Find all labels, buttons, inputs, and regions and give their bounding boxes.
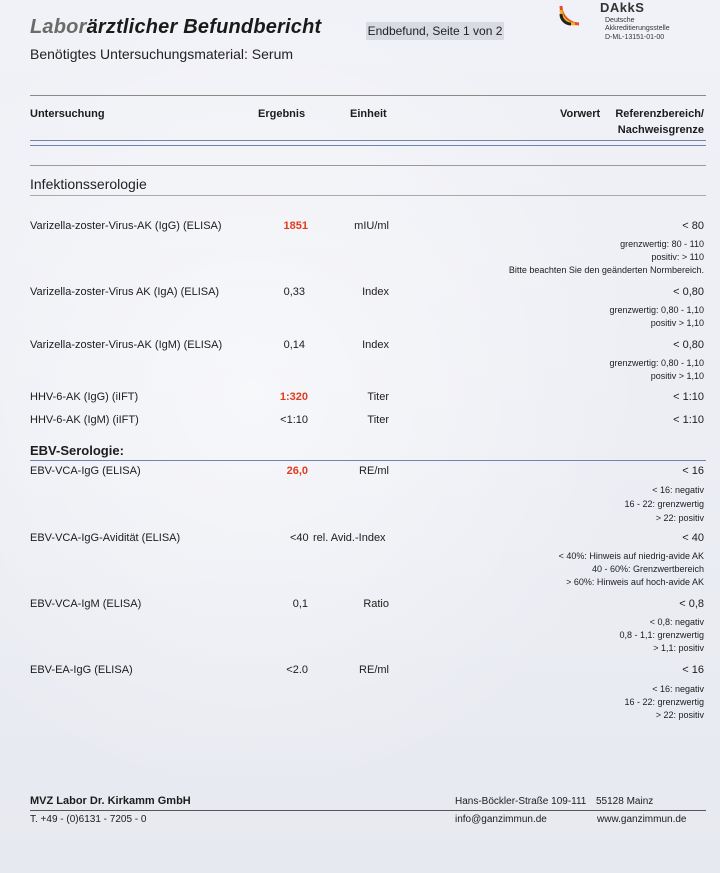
row-unit: Index	[362, 286, 389, 298]
row-test: EBV-VCA-IgG-Avidität (ELISA)	[30, 532, 181, 544]
col-test: Untersuchung	[30, 108, 105, 120]
section-underline	[30, 195, 706, 196]
header-rule-blue	[30, 140, 706, 141]
ebv-section-rule	[30, 460, 706, 461]
dakks-name: DAkkS	[600, 0, 645, 15]
row-reference: < 0,80	[673, 339, 704, 351]
row-note: 16 - 22: grenzwertig	[624, 499, 704, 509]
row-note: 16 - 22: grenzwertig	[624, 697, 704, 707]
dakks-logo-icon	[547, 0, 581, 26]
ebv-section-title: EBV-Serologie:	[30, 443, 124, 458]
row-unit: Index	[362, 339, 389, 351]
row-note: 0,8 - 1,1: grenzwertig	[619, 630, 704, 640]
row-test: HHV-6-AK (IgM) (iIFT)	[30, 414, 139, 426]
row-result: 0,33	[283, 286, 305, 298]
report-title: Laborärztlicher Befundbericht	[30, 16, 322, 38]
row-unit: RE/ml	[359, 664, 389, 676]
row-unit: Titer	[367, 414, 389, 426]
material-label: Benötigtes Untersuchungsmaterial: Serum	[30, 46, 294, 62]
row-note: < 16: negativ	[652, 684, 704, 694]
row-test: EBV-VCA-IgG (ELISA)	[30, 465, 141, 477]
row-result: <2.0	[286, 664, 308, 676]
col-result: Ergebnis	[258, 108, 306, 120]
row-test: EBV-VCA-IgM (ELISA)	[30, 598, 142, 610]
row-reference: < 16	[682, 465, 704, 477]
footer-phone: T. +49 - (0)6131 - 7205 - 0	[30, 814, 147, 825]
row-note: > 22: positiv	[655, 513, 704, 523]
row-result: <1:10	[280, 414, 308, 426]
row-test: HHV-6-AK (IgG) (iIFT)	[30, 391, 139, 403]
col-reference-2: Nachweisgrenze	[617, 124, 704, 136]
header-rule-blue-2	[30, 145, 706, 146]
row-reference: < 0,80	[673, 286, 704, 298]
dakks-code: D-ML-13151-01-00	[605, 34, 665, 41]
row-note: > 60%: Hinweis auf hoch-avide AK	[566, 577, 704, 587]
row-note: grenzwertig: 0,80 - 1,10	[609, 305, 704, 315]
row-result: 0,14	[283, 339, 305, 351]
footer-address: Hans-Böckler-Straße 109-111	[455, 796, 587, 807]
row-note: < 40%: Hinweis auf niedrig-avide AK	[558, 551, 704, 561]
col-unit: Einheit	[350, 108, 387, 120]
section-rule	[30, 165, 706, 166]
row-unit: Ratio	[363, 598, 389, 610]
row-result: 0,1	[292, 598, 308, 610]
footer-rule	[30, 810, 706, 811]
row-note: positiv > 1,10	[650, 371, 704, 381]
footer-website: www.ganzimmun.de	[597, 814, 687, 825]
row-unit: rel. Avid.-Index	[313, 532, 386, 544]
row-note: < 0,8: negativ	[649, 617, 704, 627]
footer-email: info@ganzimmun.de	[455, 814, 547, 825]
row-unit: RE/ml	[359, 465, 389, 477]
col-reference-1: Referenzbereich/	[615, 108, 704, 120]
row-result: <40	[290, 532, 309, 544]
col-prior: Vorwert	[560, 108, 601, 120]
row-test: Varizella-zoster-Virus-AK (IgM) (ELISA)	[30, 339, 223, 351]
row-reference: < 16	[682, 664, 704, 676]
row-note: Bitte beachten Sie den geänderten Normbereich.	[508, 265, 704, 275]
row-note: > 22: positiv	[655, 710, 704, 720]
report-status-badge: Endbefund, Seite 1 von 2	[367, 24, 503, 38]
row-test: EBV-EA-IgG (ELISA)	[30, 664, 133, 676]
footer-lab-name: MVZ Labor Dr. Kirkamm GmbH	[30, 795, 191, 807]
row-note: > 1,1: positiv	[653, 643, 704, 653]
row-test: Varizella-zoster-Virus-AK (IgG) (ELISA)	[30, 220, 222, 232]
row-result: 1:320	[279, 391, 308, 403]
row-unit: mIU/ml	[354, 220, 389, 232]
row-result: 26,0	[286, 465, 308, 477]
dakks-line-1: Deutsche	[605, 17, 635, 24]
row-note: < 16: negativ	[652, 485, 704, 495]
dakks-line-2: Akkreditierungsstelle	[605, 25, 670, 32]
row-note: grenzwertig: 0,80 - 1,10	[609, 358, 704, 368]
row-reference: < 40	[682, 532, 704, 544]
header-rule	[30, 95, 706, 96]
row-reference: < 80	[682, 220, 704, 232]
row-reference: < 1:10	[673, 391, 704, 403]
row-unit: Titer	[367, 391, 389, 403]
row-reference: < 0,8	[679, 598, 704, 610]
section-title: Infektionsserologie	[30, 176, 147, 192]
row-note: positiv > 1,10	[650, 318, 704, 328]
row-note: 40 - 60%: Grenzwertbereich	[591, 564, 704, 574]
row-note: grenzwertig: 80 - 110	[620, 239, 704, 249]
row-result: 1851	[283, 220, 308, 232]
footer-city: 55128 Mainz	[596, 796, 654, 807]
row-note: positiv: > 110	[651, 252, 704, 262]
row-test: Varizella-zoster-Virus AK (IgA) (ELISA)	[30, 286, 220, 298]
row-reference: < 1:10	[673, 414, 704, 426]
